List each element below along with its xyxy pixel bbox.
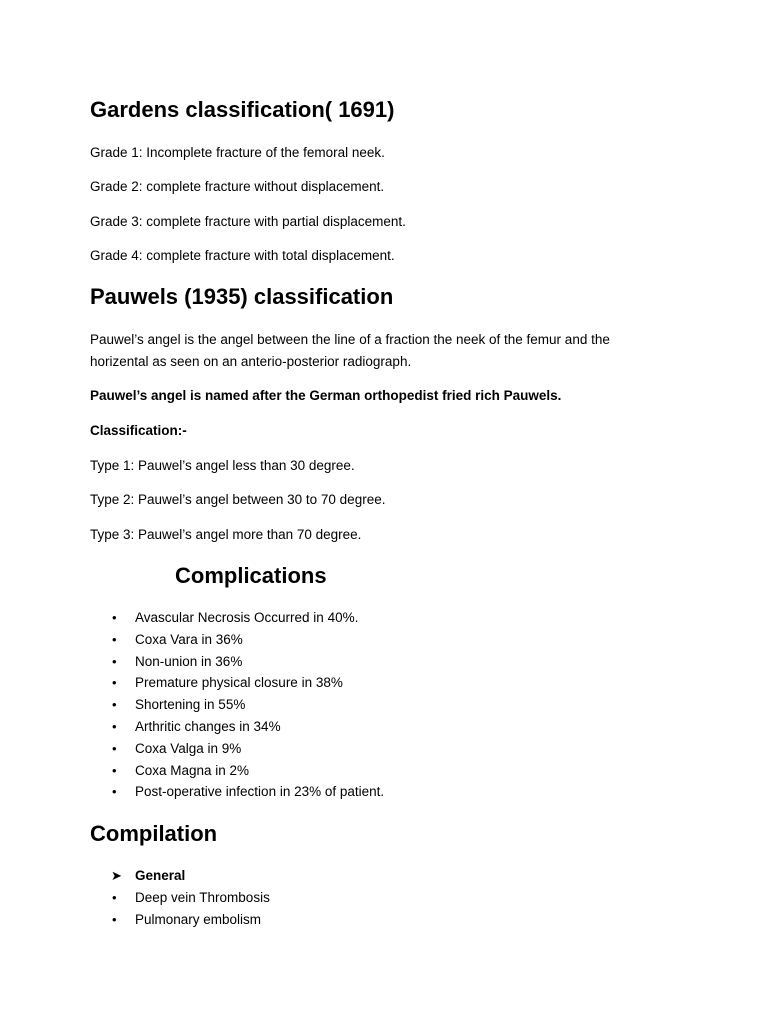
complications-heading: Complications	[175, 563, 327, 588]
list-item	[90, 672, 610, 694]
list-item-text: Premature physical closure in 38%	[135, 675, 343, 691]
compilation-heading: Compilation	[90, 821, 218, 846]
bullet-icon: •	[112, 740, 117, 756]
list-item	[90, 781, 610, 803]
bullet-icon: •	[112, 889, 117, 905]
list-item-text: Coxa Valga in 9%	[135, 740, 242, 756]
list-item-text: Arthritic changes in 34%	[135, 718, 281, 734]
type-1-text: Type 1: Pauwel’s angel less than 30 degree.	[90, 458, 355, 473]
list-item	[90, 716, 610, 738]
list-item	[90, 607, 610, 629]
list-item	[90, 694, 610, 716]
list-item-general	[90, 865, 610, 887]
general-label: General	[135, 868, 186, 883]
list-item-text: Deep vein Thrombosis	[135, 889, 270, 905]
list-item	[90, 760, 610, 782]
pauwels-description: Pauwel’s angel is the angel between the line of a fraction the neek of the femur and the horizental as seen on an anterio-posterior radiograph.	[90, 332, 610, 369]
list-item-text: Coxa Vara in 36%	[135, 631, 243, 647]
complications-list	[90, 607, 610, 803]
list-item	[90, 651, 610, 673]
bullet-icon: •	[112, 631, 117, 647]
classification-label: Classification:-	[90, 423, 187, 438]
list-item-text: Shortening in 55%	[135, 697, 246, 713]
list-item-text: Avascular Necrosis Occurred in 40%.	[135, 610, 359, 625]
list-item-text: Pulmonary embolism	[135, 911, 262, 927]
list-item	[90, 738, 610, 760]
list-item	[90, 887, 610, 909]
grade-1-text: Grade 1: Incomplete fracture of the femoral neek.	[90, 145, 385, 160]
bullet-icon: •	[112, 697, 117, 713]
bullet-icon: •	[112, 762, 117, 778]
grade-3-text: Grade 3: complete fracture with partial displacement.	[90, 214, 406, 229]
pauwels-heading: Pauwels (1935) classification	[90, 284, 394, 309]
bullet-icon: •	[112, 653, 117, 669]
pauwels-named-after: Pauwel’s angel is named after the German orthopedist fried rich Pauwels.	[90, 388, 562, 403]
type-2-text: Type 2: Pauwel’s angel between 30 to 70 degree.	[90, 492, 386, 507]
list-item-text: Post-operative infection in 23% of patient.	[135, 784, 385, 800]
gardens-heading: Gardens classification( 1691)	[90, 97, 395, 122]
arrow-bullet-icon: ➤	[111, 868, 122, 883]
list-item	[90, 909, 610, 931]
grade-2-text: Grade 2: complete fracture without displacement.	[90, 179, 385, 194]
bullet-icon: •	[112, 784, 117, 800]
bullet-icon: •	[112, 718, 117, 734]
list-item	[90, 629, 610, 651]
type-3-text: Type 3: Pauwel’s angel more than 70 degree.	[90, 527, 362, 542]
grade-4-text: Grade 4: complete fracture with total displacement.	[90, 248, 395, 263]
bullet-icon: •	[112, 911, 117, 927]
bullet-icon: •	[112, 675, 117, 691]
bullet-icon: •	[112, 610, 117, 625]
list-item-text: Non-union in 36%	[135, 653, 243, 669]
list-item-text: Coxa Magna in 2%	[135, 762, 250, 778]
compilation-list	[90, 865, 610, 930]
